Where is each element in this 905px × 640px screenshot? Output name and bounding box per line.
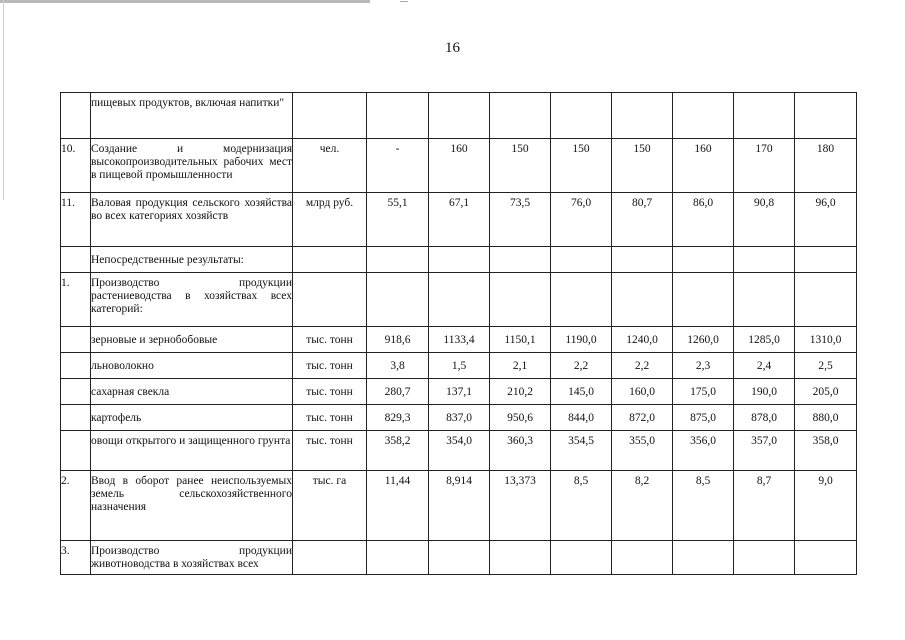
value-cell: 1310,0: [795, 327, 857, 353]
table-body: [61, 93, 857, 575]
indicator-name-cell: овощи открытого и защищенного грунта: [91, 431, 293, 471]
value-cell: 2,5: [795, 353, 857, 379]
unit-cell: тыс. га: [293, 471, 367, 541]
value-cell: 950,6: [490, 405, 551, 431]
value-cell: 160: [429, 139, 490, 193]
value-cell: 150: [490, 139, 551, 193]
value-cell: 3,8: [367, 353, 429, 379]
row-number-cell: 2.: [61, 471, 91, 541]
value-cell: 190,0: [734, 379, 795, 405]
unit-cell: [293, 93, 367, 139]
value-cell: 360,3: [490, 431, 551, 471]
indicator-name-cell: льноволокно: [91, 353, 293, 379]
value-cell: 354,0: [429, 431, 490, 471]
value-cell: 180: [795, 139, 857, 193]
value-cell: 1285,0: [734, 327, 795, 353]
value-cell: [734, 541, 795, 575]
indicator-name-cell: Непосредственные результаты:: [91, 247, 293, 273]
value-cell: 829,3: [367, 405, 429, 431]
table-row: [61, 431, 857, 471]
value-cell: 86,0: [673, 193, 734, 247]
scan-edge-left: [3, 0, 4, 200]
value-cell: [429, 93, 490, 139]
value-cell: 150: [551, 139, 612, 193]
value-cell: 1,5: [429, 353, 490, 379]
value-cell: [795, 273, 857, 327]
value-cell: 67,1: [429, 193, 490, 247]
value-cell: [795, 541, 857, 575]
value-cell: 358,2: [367, 431, 429, 471]
unit-cell: тыс. тонн: [293, 327, 367, 353]
row-number-cell: 10.: [61, 139, 91, 193]
value-cell: 96,0: [795, 193, 857, 247]
value-cell: 11,44: [367, 471, 429, 541]
value-cell: [551, 541, 612, 575]
value-cell: 175,0: [673, 379, 734, 405]
row-number-cell: [61, 353, 91, 379]
value-cell: 145,0: [551, 379, 612, 405]
value-cell: [429, 247, 490, 273]
value-cell: 2,3: [673, 353, 734, 379]
value-cell: 150: [612, 139, 673, 193]
unit-cell: [293, 247, 367, 273]
row-number-cell: [61, 431, 91, 471]
indicator-name-cell: Производство продукции растениеводства в хозяйствах всех категорий:: [91, 273, 293, 327]
value-cell: [673, 93, 734, 139]
value-cell: 1133,4: [429, 327, 490, 353]
value-cell: 160,0: [612, 379, 673, 405]
table-row: [61, 247, 857, 273]
unit-cell: млрд руб.: [293, 193, 367, 247]
results-table: [60, 92, 857, 575]
value-cell: 355,0: [612, 431, 673, 471]
scan-mark: [400, 1, 408, 2]
indicator-name-cell: сахарная свекла: [91, 379, 293, 405]
table-row: [61, 471, 857, 541]
table-row: [61, 273, 857, 327]
value-cell: 918,6: [367, 327, 429, 353]
value-cell: 880,0: [795, 405, 857, 431]
value-cell: 2,2: [551, 353, 612, 379]
value-cell: 1240,0: [612, 327, 673, 353]
value-cell: 356,0: [673, 431, 734, 471]
value-cell: 1150,1: [490, 327, 551, 353]
value-cell: [734, 247, 795, 273]
value-cell: 875,0: [673, 405, 734, 431]
unit-cell: тыс. тонн: [293, 431, 367, 471]
value-cell: [429, 273, 490, 327]
value-cell: [673, 273, 734, 327]
value-cell: [367, 93, 429, 139]
value-cell: [490, 541, 551, 575]
value-cell: 844,0: [551, 405, 612, 431]
value-cell: 878,0: [734, 405, 795, 431]
unit-cell: тыс. тонн: [293, 353, 367, 379]
value-cell: 170: [734, 139, 795, 193]
value-cell: [429, 541, 490, 575]
value-cell: 358,0: [795, 431, 857, 471]
value-cell: [612, 541, 673, 575]
value-cell: [551, 93, 612, 139]
value-cell: 872,0: [612, 405, 673, 431]
unit-cell: чел.: [293, 139, 367, 193]
value-cell: 73,5: [490, 193, 551, 247]
value-cell: 9,0: [795, 471, 857, 541]
unit-cell: [293, 541, 367, 575]
value-cell: 137,1: [429, 379, 490, 405]
row-number-cell: 1.: [61, 273, 91, 327]
value-cell: 2,4: [734, 353, 795, 379]
unit-cell: тыс. тонн: [293, 379, 367, 405]
value-cell: 8,2: [612, 471, 673, 541]
value-cell: [490, 273, 551, 327]
table-row: [61, 541, 857, 575]
indicator-name-cell: Производство продукции животноводства в хозяйствах всех: [91, 541, 293, 575]
indicator-name-cell: Создание и модернизация высокопроизводительных рабочих мест в пищевой промышленности: [91, 139, 293, 193]
table-row: [61, 353, 857, 379]
value-cell: [490, 93, 551, 139]
value-cell: -: [367, 139, 429, 193]
value-cell: 2,1: [490, 353, 551, 379]
row-number-cell: 11.: [61, 193, 91, 247]
unit-cell: тыс. тонн: [293, 405, 367, 431]
value-cell: [795, 247, 857, 273]
indicator-name-cell: картофель: [91, 405, 293, 431]
row-number-cell: 3.: [61, 541, 91, 575]
value-cell: [612, 273, 673, 327]
table-row: [61, 405, 857, 431]
value-cell: [490, 247, 551, 273]
value-cell: [612, 93, 673, 139]
value-cell: 55,1: [367, 193, 429, 247]
value-cell: [551, 273, 612, 327]
value-cell: 280,7: [367, 379, 429, 405]
value-cell: 76,0: [551, 193, 612, 247]
value-cell: 1190,0: [551, 327, 612, 353]
value-cell: 210,2: [490, 379, 551, 405]
value-cell: [367, 247, 429, 273]
value-cell: 357,0: [734, 431, 795, 471]
row-number-cell: [61, 379, 91, 405]
row-number-cell: [61, 327, 91, 353]
value-cell: 354,5: [551, 431, 612, 471]
value-cell: 205,0: [795, 379, 857, 405]
value-cell: [367, 273, 429, 327]
indicator-name-cell: Валовая продукция сельского хозяйства во всех категориях хозяйств: [91, 193, 293, 247]
value-cell: 8,7: [734, 471, 795, 541]
indicator-name-cell: пищевых продуктов, включая напитки": [91, 93, 293, 139]
unit-cell: [293, 273, 367, 327]
value-cell: [734, 273, 795, 327]
value-cell: 8,5: [673, 471, 734, 541]
indicator-name-cell: Ввод в оборот ранее неиспользуемых земель сельскохозяйственного назначения: [91, 471, 293, 541]
table-row: [61, 139, 857, 193]
value-cell: 837,0: [429, 405, 490, 431]
indicator-name-cell: зерновые и зернобобовые: [91, 327, 293, 353]
table-row: [61, 93, 857, 139]
value-cell: 13,373: [490, 471, 551, 541]
value-cell: [795, 93, 857, 139]
page-number: 16: [445, 40, 460, 56]
row-number-cell: [61, 405, 91, 431]
row-number-cell: [61, 247, 91, 273]
value-cell: 160: [673, 139, 734, 193]
value-cell: 8,5: [551, 471, 612, 541]
value-cell: 2,2: [612, 353, 673, 379]
table-row: [61, 379, 857, 405]
value-cell: 80,7: [612, 193, 673, 247]
row-number-cell: [61, 93, 91, 139]
table-row: [61, 327, 857, 353]
value-cell: [673, 247, 734, 273]
value-cell: 90,8: [734, 193, 795, 247]
scan-edge-top: [0, 0, 370, 3]
value-cell: [367, 541, 429, 575]
value-cell: 8,914: [429, 471, 490, 541]
table-row: [61, 193, 857, 247]
value-cell: [734, 93, 795, 139]
value-cell: [551, 247, 612, 273]
value-cell: 1260,0: [673, 327, 734, 353]
value-cell: [673, 541, 734, 575]
value-cell: [612, 247, 673, 273]
